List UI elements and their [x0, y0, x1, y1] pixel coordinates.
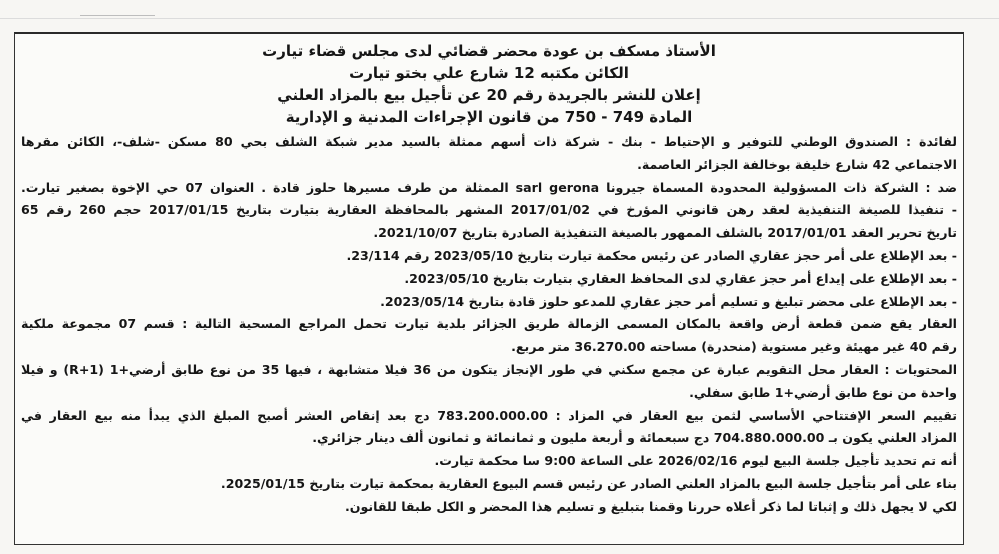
bailiff-title: الأستاذ مسكف بن عودة محضر قضائي لدى مجلس قضاء تيارت [262, 42, 716, 60]
notice-line: أنه تم تحديد تأجيل جلسة البيع ليوم 2026/02/16 على الساعة 9:00 سا محكمة تيارت. [434, 453, 957, 469]
notice-line: ضد : الشركة ذات المسؤولية المحدودة المسماة جيرونا sarl gerona الممثلة من طرف مسيرها حلوز قادة . العنوان 07 حي الإخوة بصغير تيارت. [21, 179, 957, 195]
notice-body [21, 131, 957, 519]
notice-line: - بعد الإطلاع على أمر حجز عقاري الصادر عن رئيس محكمة تيارت بتاريخ 2023/05/10 رقم 23/114. [346, 247, 957, 263]
notice-line: بناء على أمر بتأجيل جلسة البيع بالمزاد العلني الصادر عن رئيس قسم البيوع العقارية بمحكمة تيارت بتاريخ 2025/01/15. [220, 475, 957, 491]
top-rule [80, 15, 155, 16]
notice-line: - تنفيذا للصيغة التنفيذية لعقد رهن قانوني المؤرخ في 2017/01/02 المشهر بالمحافظة العقارية بتيارت بتاريخ 2017/01/15 حجم 260 رقم 65 [21, 202, 957, 218]
notice-line: الاجتماعي 42 شارع خليفة بوخالفة الجزائر العاصمة. [637, 156, 957, 172]
notice-line: المزاد العلني يكون بـ 704.880.000.00 دج سبعمائة و أربعة مليون و ثمانمائة و ثمانون ألف دينار جزائري. [312, 430, 957, 446]
announcement-title: إعلان للنشر بالجريدة رقم 20 عن تأجيل بيع بالمزاد العلني [277, 86, 701, 104]
notice-line: المحتويات : العقار محل التقويم عبارة عن مجمع سكني في طور الإنجاز يتكون من 36 فيلا متشابهة ، فيها 35 من نوع طابق أرضي+1 (R+1) و فيلا [21, 361, 957, 377]
legal-article: المادة 749 - 750 من قانون الإجراءات المدنية و الإدارية [285, 108, 693, 126]
notice-line: رقم 40 غير مهيئة وغير مستوية (منحدرة) مساحته 36.270.00 متر مربع. [511, 339, 957, 355]
notice-line: لفائدة : الصندوق الوطني للتوفير و الإحتياط - بنك - شركة ذات أسهم ممثلة بالسيد مدير شبكة الشلف بحي 80 مسكن -شلف-، الكائن مقرها [21, 134, 957, 149]
notice-header [15, 40, 963, 128]
office-address: الكائن مكتبه 12 شارع علي بختو تيارت [349, 64, 629, 82]
notice-line: لكي لا يجهل ذلك و إثباتا لما ذكر أعلاه حررنا وقمنا بتبليغ و تسليم هذا المحضر و الكل طبقا للقانون. [344, 498, 957, 514]
notice-line: تقييم السعر الإفتتاحي الأساسي لثمن بيع العقار في المزاد : 783.200.000.00 دج بعد إنقاص العشر أصبح المبلغ الذي يبدأ منه بيع العقار في [21, 407, 957, 423]
notice-line: واحدة من نوع طابق أرضي+1 طابق سفلي. [689, 384, 957, 400]
notice-line: العقار يقع ضمن قطعة أرض واقعة بالمكان المسمى الزمالة طريق الجزائر بلدية تيارت تحمل المراجع المسحية التالية : قسم 07 مجموعة ملكية [21, 316, 957, 332]
notice-line: - بعد الإطلاع على إيداع أمر حجز عقاري لدى المحافظ العقاري بتيارت بتاريخ 2023/05/10. [404, 270, 957, 286]
notice-line: - بعد الإطلاع على محضر تبليغ و تسليم أمر حجز عقاري للمدعو حلوز قادة بتاريخ 2023/05/14. [380, 293, 957, 309]
legal-notice [14, 32, 964, 545]
notice-line: تاريخ تحرير العقد 2017/01/01 بالشلف الممهور بالصيغة التنفيذية الصادرة بتاريخ 2021/10/07. [373, 225, 957, 241]
top-rule [0, 18, 999, 19]
